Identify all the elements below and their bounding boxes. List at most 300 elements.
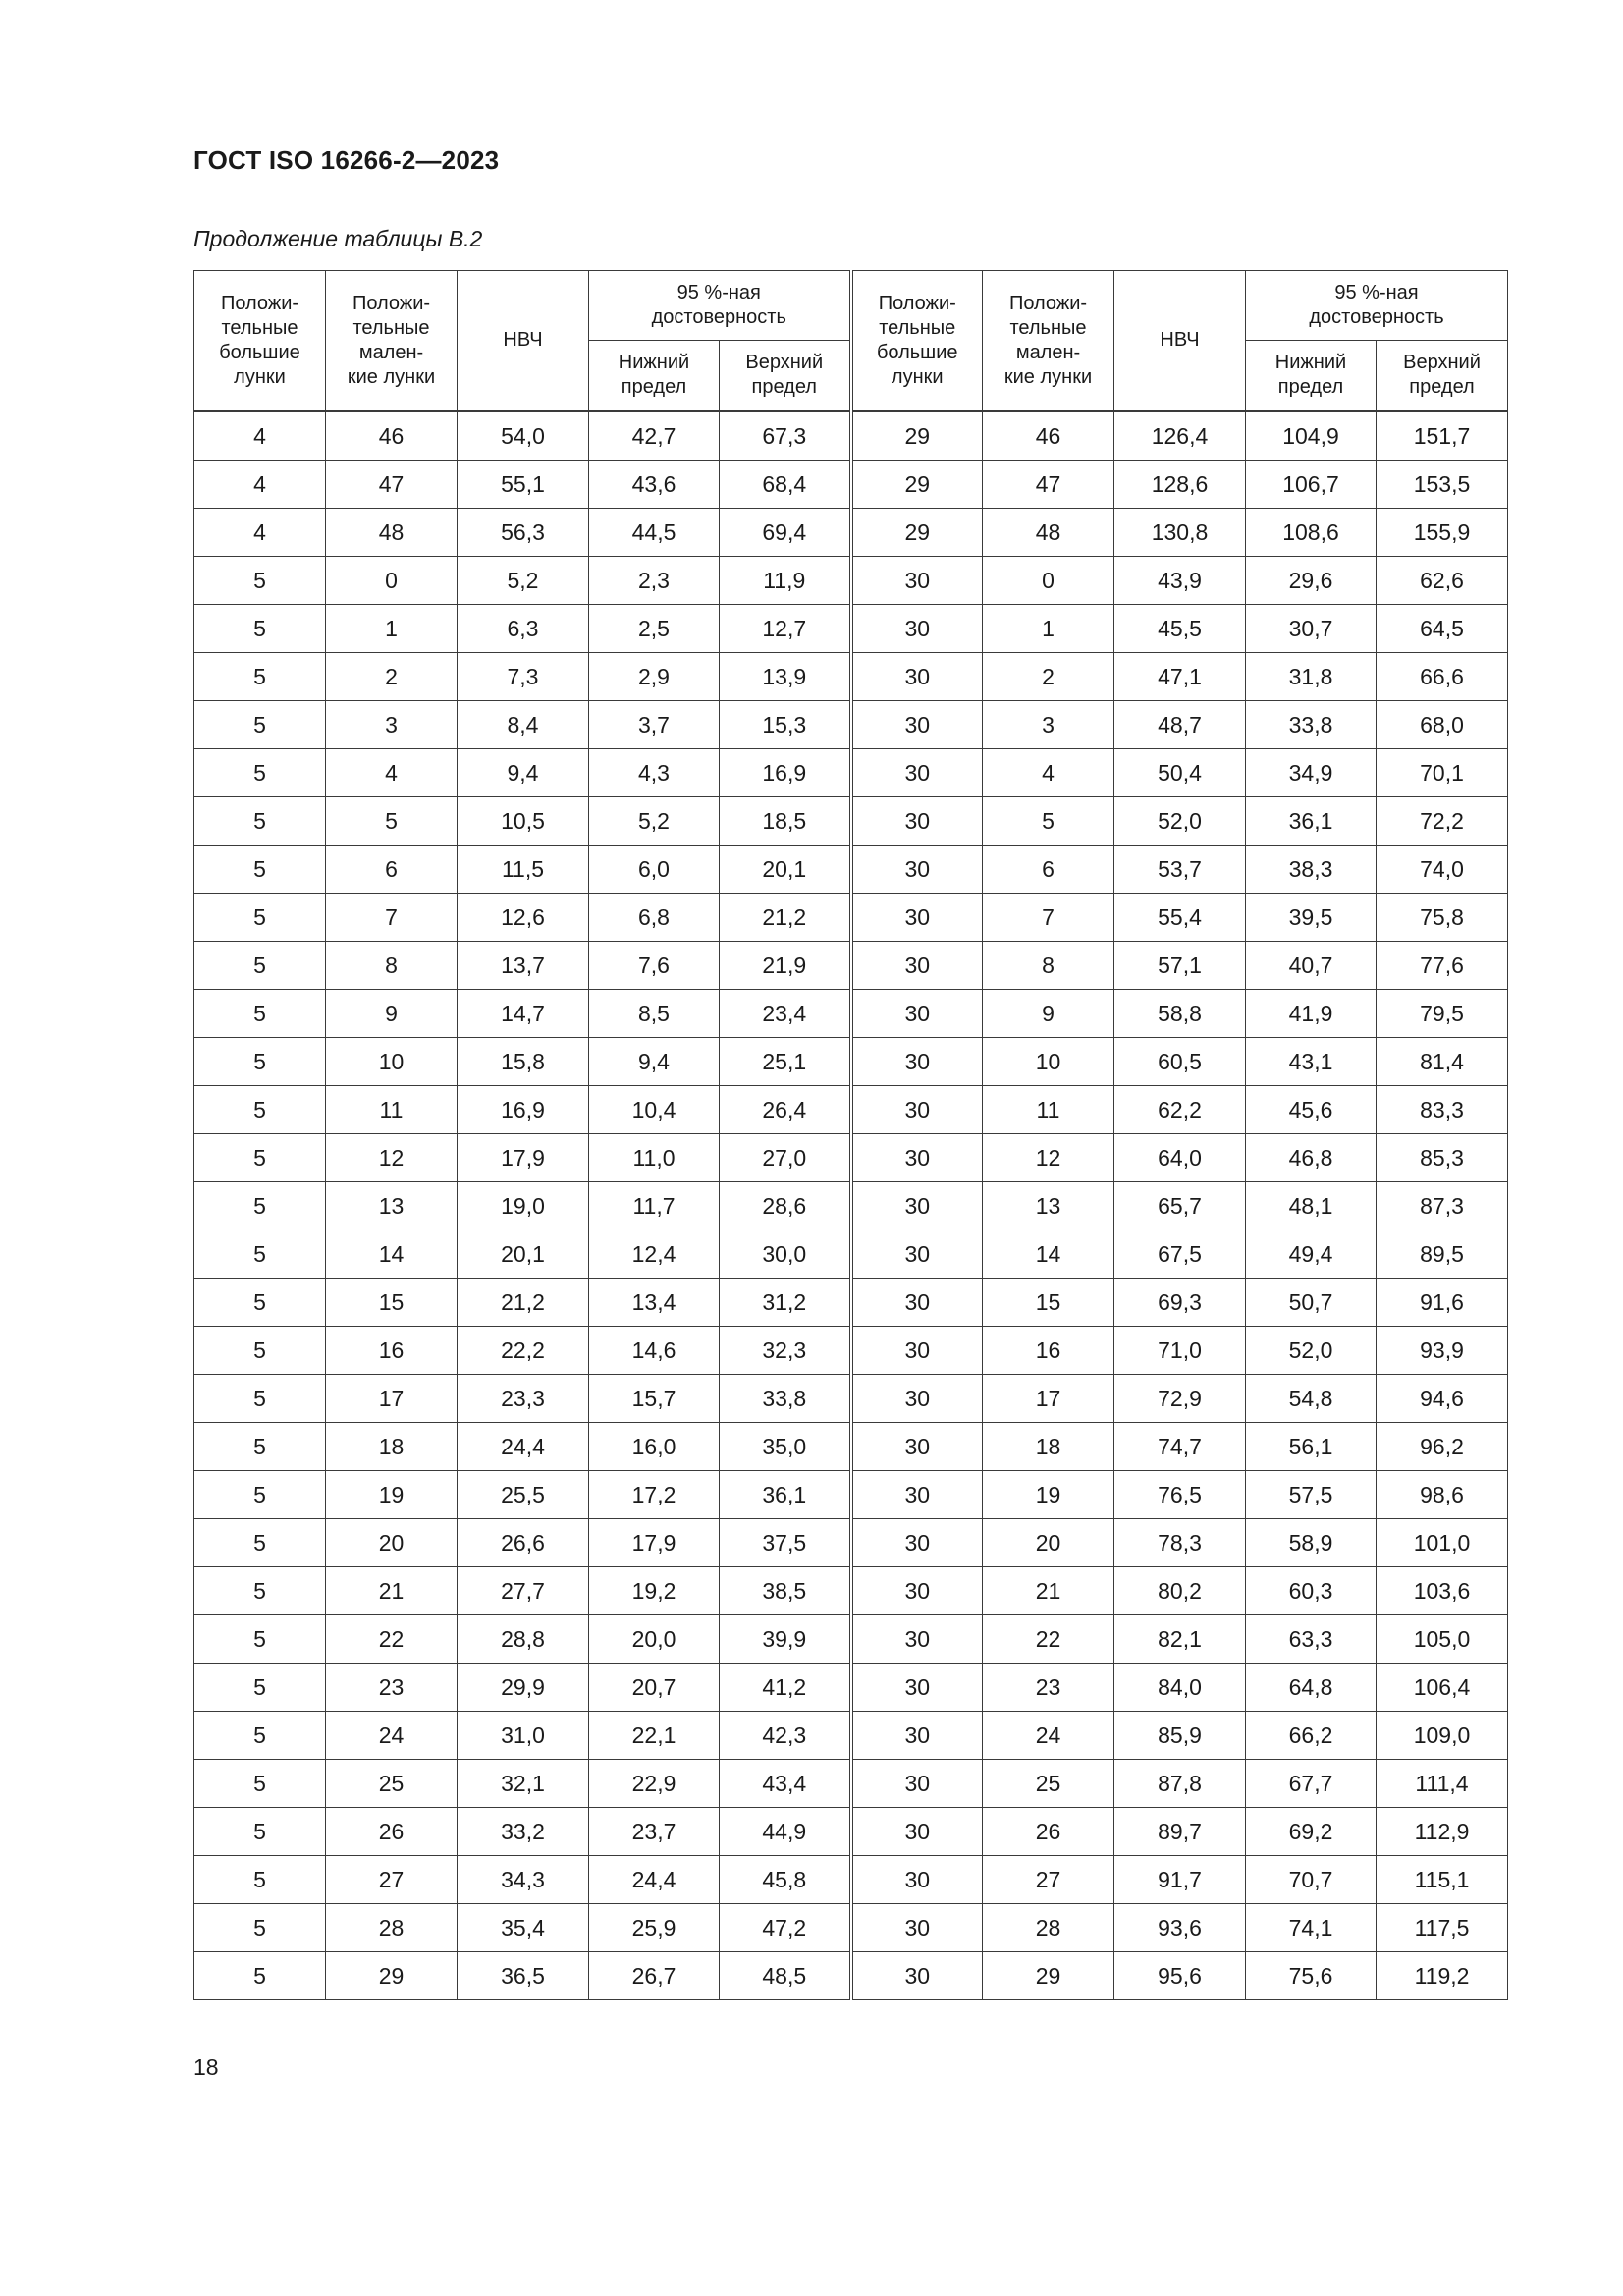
- table-cell: 155,9: [1377, 509, 1508, 557]
- table-cell: 62,6: [1377, 557, 1508, 605]
- table-cell: 7,6: [589, 942, 720, 990]
- table-row: [194, 1615, 1508, 1664]
- table-cell: 38,3: [1246, 846, 1377, 894]
- table-cell: 126,4: [1114, 411, 1246, 461]
- table-cell: 22,1: [589, 1712, 720, 1760]
- table-cell: 13,7: [458, 942, 589, 990]
- table-cell: 16: [983, 1327, 1114, 1375]
- table-cell: 11,5: [458, 846, 589, 894]
- table-cell: 32,3: [720, 1327, 851, 1375]
- table-cell: 13: [983, 1182, 1114, 1230]
- table-cell: 31,2: [720, 1279, 851, 1327]
- table-cell: 17: [326, 1375, 458, 1423]
- table-cell: 2,5: [589, 605, 720, 653]
- table-cell: 117,5: [1377, 1904, 1508, 1952]
- table-cell: 30: [851, 1760, 983, 1808]
- table-cell: 72,9: [1114, 1375, 1246, 1423]
- table-cell: 24: [983, 1712, 1114, 1760]
- table-cell: 14: [326, 1230, 458, 1279]
- table-cell: 5: [983, 797, 1114, 846]
- table-row: [194, 1567, 1508, 1615]
- table-cell: 47,1: [1114, 653, 1246, 701]
- table-row: [194, 1182, 1508, 1230]
- table-cell: 28: [326, 1904, 458, 1952]
- table-cell: 53,7: [1114, 846, 1246, 894]
- table-cell: 3: [326, 701, 458, 749]
- table-cell: 74,0: [1377, 846, 1508, 894]
- table-cell: 11,0: [589, 1134, 720, 1182]
- table-cell: 64,8: [1246, 1664, 1377, 1712]
- table-cell: 54,8: [1246, 1375, 1377, 1423]
- table-cell: 13,4: [589, 1279, 720, 1327]
- table-cell: 30: [851, 1327, 983, 1375]
- table-cell: 66,2: [1246, 1712, 1377, 1760]
- table-cell: 41,9: [1246, 990, 1377, 1038]
- table-cell: 55,1: [458, 461, 589, 509]
- table-cell: 6: [326, 846, 458, 894]
- table-cell: 52,0: [1246, 1327, 1377, 1375]
- table-cell: 43,9: [1114, 557, 1246, 605]
- table-cell: 43,1: [1246, 1038, 1377, 1086]
- table-cell: 115,1: [1377, 1856, 1508, 1904]
- table-cell: 5: [194, 1664, 326, 1712]
- table-cell: 2: [326, 653, 458, 701]
- table-cell: 67,7: [1246, 1760, 1377, 1808]
- table-cell: 69,2: [1246, 1808, 1377, 1856]
- table-cell: 30: [851, 1664, 983, 1712]
- table-cell: 69,4: [720, 509, 851, 557]
- table-row: [194, 1760, 1508, 1808]
- table-row: [194, 701, 1508, 749]
- table-cell: 14: [983, 1230, 1114, 1279]
- table-cell: 16,9: [458, 1086, 589, 1134]
- table-cell: 56,1: [1246, 1423, 1377, 1471]
- table-cell: 5: [326, 797, 458, 846]
- table-cell: 45,6: [1246, 1086, 1377, 1134]
- table-cell: 23,4: [720, 990, 851, 1038]
- table-cell: 7: [326, 894, 458, 942]
- table-cell: 28,8: [458, 1615, 589, 1664]
- table-cell: 1: [326, 605, 458, 653]
- table-cell: 12,6: [458, 894, 589, 942]
- table-cell: 5: [194, 1567, 326, 1615]
- table-cell: 65,7: [1114, 1182, 1246, 1230]
- table-cell: 24,4: [458, 1423, 589, 1471]
- table-cell: 22,9: [589, 1760, 720, 1808]
- table-row: [194, 1038, 1508, 1086]
- table-cell: 30: [851, 846, 983, 894]
- table-cell: 5: [194, 557, 326, 605]
- table-cell: 27: [326, 1856, 458, 1904]
- table-cell: 15: [983, 1279, 1114, 1327]
- table-cell: 43,4: [720, 1760, 851, 1808]
- table-cell: 20,0: [589, 1615, 720, 1664]
- table-cell: 153,5: [1377, 461, 1508, 509]
- table-cell: 50,4: [1114, 749, 1246, 797]
- header-upper-limit: Верхний предел: [1377, 341, 1508, 411]
- table-cell: 37,5: [720, 1519, 851, 1567]
- table-cell: 68,0: [1377, 701, 1508, 749]
- table-cell: 30: [851, 990, 983, 1038]
- table-cell: 5: [194, 1279, 326, 1327]
- table-cell: 21: [983, 1567, 1114, 1615]
- table-cell: 5: [194, 1952, 326, 2000]
- table-cell: 30,0: [720, 1230, 851, 1279]
- header-lower-limit: Нижний предел: [1246, 341, 1377, 411]
- table-cell: 28,6: [720, 1182, 851, 1230]
- table-cell: 67,3: [720, 411, 851, 461]
- table-cell: 104,9: [1246, 411, 1377, 461]
- table-cell: 151,7: [1377, 411, 1508, 461]
- table-cell: 33,8: [720, 1375, 851, 1423]
- table-cell: 5: [194, 1904, 326, 1952]
- table-cell: 36,1: [720, 1471, 851, 1519]
- table-cell: 93,6: [1114, 1904, 1246, 1952]
- table-cell: 7: [983, 894, 1114, 942]
- table-cell: 5: [194, 1519, 326, 1567]
- table-cell: 11: [326, 1086, 458, 1134]
- table-cell: 57,1: [1114, 942, 1246, 990]
- table-row: [194, 797, 1508, 846]
- table-cell: 14,6: [589, 1327, 720, 1375]
- table-cell: 4: [194, 509, 326, 557]
- table-cell: 72,2: [1377, 797, 1508, 846]
- table-cell: 4: [326, 749, 458, 797]
- table-cell: 9: [983, 990, 1114, 1038]
- table-cell: 12: [326, 1134, 458, 1182]
- table-cell: 32,1: [458, 1760, 589, 1808]
- table-cell: 14,7: [458, 990, 589, 1038]
- table-cell: 130,8: [1114, 509, 1246, 557]
- table-cell: 64,5: [1377, 605, 1508, 653]
- table-cell: 47: [326, 461, 458, 509]
- table-cell: 91,6: [1377, 1279, 1508, 1327]
- table-cell: 12,7: [720, 605, 851, 653]
- table-cell: 69,3: [1114, 1279, 1246, 1327]
- table-cell: 5: [194, 1375, 326, 1423]
- header-confidence: 95 %-ная достоверность: [589, 271, 851, 341]
- table-row: [194, 1952, 1508, 2000]
- table-cell: 11,7: [589, 1182, 720, 1230]
- table-cell: 75,8: [1377, 894, 1508, 942]
- table-cell: 106,4: [1377, 1664, 1508, 1712]
- table-cell: 91,7: [1114, 1856, 1246, 1904]
- table-cell: 9,4: [589, 1038, 720, 1086]
- table-cell: 36,5: [458, 1952, 589, 2000]
- table-cell: 10,5: [458, 797, 589, 846]
- table-cell: 74,1: [1246, 1904, 1377, 1952]
- table-cell: 46: [326, 411, 458, 461]
- table-cell: 17,9: [458, 1134, 589, 1182]
- table-cell: 55,4: [1114, 894, 1246, 942]
- table-cell: 26,6: [458, 1519, 589, 1567]
- table-cell: 8,5: [589, 990, 720, 1038]
- table-row: [194, 605, 1508, 653]
- table-cell: 5: [194, 1856, 326, 1904]
- table-cell: 26,4: [720, 1086, 851, 1134]
- table-cell: 93,9: [1377, 1327, 1508, 1375]
- table-cell: 77,6: [1377, 942, 1508, 990]
- table-cell: 30: [851, 1808, 983, 1856]
- table-cell: 23: [326, 1664, 458, 1712]
- table-cell: 30: [851, 1471, 983, 1519]
- table-row: [194, 1423, 1508, 1471]
- table-cell: 0: [983, 557, 1114, 605]
- table-cell: 30: [851, 749, 983, 797]
- table-cell: 30: [851, 1712, 983, 1760]
- table-cell: 12: [983, 1134, 1114, 1182]
- table-cell: 26: [326, 1808, 458, 1856]
- table-cell: 111,4: [1377, 1760, 1508, 1808]
- table-cell: 24: [326, 1712, 458, 1760]
- table-cell: 18: [326, 1423, 458, 1471]
- table-cell: 3: [983, 701, 1114, 749]
- table-cell: 21,9: [720, 942, 851, 990]
- table-cell: 36,1: [1246, 797, 1377, 846]
- table-cell: 5: [194, 1134, 326, 1182]
- table-cell: 43,6: [589, 461, 720, 509]
- table-cell: 39,9: [720, 1615, 851, 1664]
- table-row: [194, 1712, 1508, 1760]
- table-row: [194, 1904, 1508, 1952]
- table-cell: 29: [851, 461, 983, 509]
- table-cell: 5,2: [589, 797, 720, 846]
- table-cell: 30: [851, 1182, 983, 1230]
- table-cell: 24,4: [589, 1856, 720, 1904]
- table-cell: 15,8: [458, 1038, 589, 1086]
- table-cell: 26,7: [589, 1952, 720, 2000]
- table-row: [194, 846, 1508, 894]
- table-cell: 109,0: [1377, 1712, 1508, 1760]
- table-cell: 63,3: [1246, 1615, 1377, 1664]
- table-cell: 17,2: [589, 1471, 720, 1519]
- table-cell: 30: [851, 1423, 983, 1471]
- table-cell: 15,7: [589, 1375, 720, 1423]
- table-cell: 10: [326, 1038, 458, 1086]
- table-cell: 5: [194, 1327, 326, 1375]
- table-cell: 21,2: [720, 894, 851, 942]
- table-cell: 33,2: [458, 1808, 589, 1856]
- table-cell: 20,7: [589, 1664, 720, 1712]
- table-row: [194, 942, 1508, 990]
- table-cell: 60,3: [1246, 1567, 1377, 1615]
- table-cell: 39,5: [1246, 894, 1377, 942]
- table-cell: 5: [194, 1615, 326, 1664]
- table-cell: 41,2: [720, 1664, 851, 1712]
- table-cell: 30: [851, 1904, 983, 1952]
- table-cell: 25: [326, 1760, 458, 1808]
- table-cell: 4: [194, 461, 326, 509]
- table-cell: 50,7: [1246, 1279, 1377, 1327]
- table-cell: 27,0: [720, 1134, 851, 1182]
- table-cell: 5: [194, 701, 326, 749]
- table-cell: 5: [194, 1760, 326, 1808]
- table-row: [194, 1086, 1508, 1134]
- mpn-table: [193, 270, 1508, 2000]
- table-cell: 16,0: [589, 1423, 720, 1471]
- table-cell: 20: [983, 1519, 1114, 1567]
- table-cell: 19: [983, 1471, 1114, 1519]
- table-row: [194, 1279, 1508, 1327]
- table-row: [194, 1327, 1508, 1375]
- table-cell: 4: [983, 749, 1114, 797]
- table-row: [194, 1375, 1508, 1423]
- table-cell: 83,3: [1377, 1086, 1508, 1134]
- table-cell: 30: [851, 1038, 983, 1086]
- table-cell: 81,4: [1377, 1038, 1508, 1086]
- table-cell: 20: [326, 1519, 458, 1567]
- table-cell: 31,8: [1246, 653, 1377, 701]
- table-cell: 5: [194, 990, 326, 1038]
- table-row: [194, 1664, 1508, 1712]
- table-cell: 44,9: [720, 1808, 851, 1856]
- table-cell: 5: [194, 797, 326, 846]
- table-cell: 49,4: [1246, 1230, 1377, 1279]
- table-cell: 74,7: [1114, 1423, 1246, 1471]
- table-cell: 30: [851, 1952, 983, 2000]
- table-cell: 33,8: [1246, 701, 1377, 749]
- table-cell: 31,0: [458, 1712, 589, 1760]
- table-row: [194, 411, 1508, 461]
- table-cell: 18,5: [720, 797, 851, 846]
- table-cell: 2,9: [589, 653, 720, 701]
- table-cell: 5: [194, 1086, 326, 1134]
- table-cell: 45,5: [1114, 605, 1246, 653]
- table-cell: 21: [326, 1567, 458, 1615]
- table-cell: 95,6: [1114, 1952, 1246, 2000]
- table-cell: 30: [851, 701, 983, 749]
- table-cell: 22,2: [458, 1327, 589, 1375]
- table-cell: 38,5: [720, 1567, 851, 1615]
- table-cell: 22: [983, 1615, 1114, 1664]
- table-cell: 13,9: [720, 653, 851, 701]
- table-cell: 62,2: [1114, 1086, 1246, 1134]
- table-cell: 84,0: [1114, 1664, 1246, 1712]
- table-cell: 58,8: [1114, 990, 1246, 1038]
- table-cell: 19: [326, 1471, 458, 1519]
- table-cell: 2: [983, 653, 1114, 701]
- table-row: [194, 894, 1508, 942]
- table-cell: 56,3: [458, 509, 589, 557]
- table-row: [194, 1519, 1508, 1567]
- table-cell: 57,5: [1246, 1471, 1377, 1519]
- table-cell: 48: [326, 509, 458, 557]
- table-cell: 5: [194, 1182, 326, 1230]
- table-row: [194, 1471, 1508, 1519]
- table-row: [194, 461, 1508, 509]
- table-cell: 9,4: [458, 749, 589, 797]
- table-cell: 16,9: [720, 749, 851, 797]
- header-lower-limit: Нижний предел: [589, 341, 720, 411]
- table-cell: 19,2: [589, 1567, 720, 1615]
- table-cell: 28: [983, 1904, 1114, 1952]
- table-cell: 101,0: [1377, 1519, 1508, 1567]
- table-row: [194, 557, 1508, 605]
- table-cell: 35,0: [720, 1423, 851, 1471]
- table-cell: 2,3: [589, 557, 720, 605]
- table-cell: 5: [194, 942, 326, 990]
- table-caption: Продолжение таблицы В.2: [193, 226, 483, 251]
- table-cell: 42,3: [720, 1712, 851, 1760]
- table-row: [194, 990, 1508, 1038]
- table-cell: 54,0: [458, 411, 589, 461]
- table-cell: 5: [194, 1423, 326, 1471]
- table-cell: 78,3: [1114, 1519, 1246, 1567]
- table-cell: 29: [851, 411, 983, 461]
- table-cell: 15,3: [720, 701, 851, 749]
- page-number: 18: [193, 2054, 219, 2080]
- table-cell: 29,9: [458, 1664, 589, 1712]
- table-cell: 7,3: [458, 653, 589, 701]
- table-cell: 80,2: [1114, 1567, 1246, 1615]
- table-row: [194, 1808, 1508, 1856]
- table-cell: 48,1: [1246, 1182, 1377, 1230]
- table-cell: 5: [194, 605, 326, 653]
- table-cell: 25,1: [720, 1038, 851, 1086]
- header-positive-large: Положи- тельные большие лунки: [851, 271, 983, 411]
- table-cell: 112,9: [1377, 1808, 1508, 1856]
- header-upper-limit: Верхний предел: [720, 341, 851, 411]
- table-cell: 6,3: [458, 605, 589, 653]
- table-cell: 52,0: [1114, 797, 1246, 846]
- table-cell: 16: [326, 1327, 458, 1375]
- table-cell: 20,1: [458, 1230, 589, 1279]
- table-cell: 76,5: [1114, 1471, 1246, 1519]
- table-cell: 5: [194, 894, 326, 942]
- table-body: [194, 411, 1508, 2000]
- header-positive-large: Положи- тельные большие лунки: [194, 271, 326, 411]
- table-cell: 4,3: [589, 749, 720, 797]
- table-cell: 87,8: [1114, 1760, 1246, 1808]
- table-cell: 34,9: [1246, 749, 1377, 797]
- table-cell: 82,1: [1114, 1615, 1246, 1664]
- table-cell: 5: [194, 1230, 326, 1279]
- table-row: [194, 1134, 1508, 1182]
- table-cell: 9: [326, 990, 458, 1038]
- table-row: [194, 509, 1508, 557]
- table-cell: 27: [983, 1856, 1114, 1904]
- table-cell: 58,9: [1246, 1519, 1377, 1567]
- table-cell: 48,5: [720, 1952, 851, 2000]
- table-cell: 30: [851, 1086, 983, 1134]
- table-cell: 103,6: [1377, 1567, 1508, 1615]
- table-cell: 12,4: [589, 1230, 720, 1279]
- table-cell: 23,3: [458, 1375, 589, 1423]
- table-cell: 70,1: [1377, 749, 1508, 797]
- table-cell: 45,8: [720, 1856, 851, 1904]
- table-cell: 30: [851, 1230, 983, 1279]
- table-cell: 19,0: [458, 1182, 589, 1230]
- table-cell: 1: [983, 605, 1114, 653]
- table-cell: 30: [851, 1567, 983, 1615]
- table-cell: 23: [983, 1664, 1114, 1712]
- table-cell: 79,5: [1377, 990, 1508, 1038]
- table-cell: 46: [983, 411, 1114, 461]
- table-cell: 30: [851, 1856, 983, 1904]
- table-cell: 5: [194, 749, 326, 797]
- table-cell: 42,7: [589, 411, 720, 461]
- table-cell: 8,4: [458, 701, 589, 749]
- table-cell: 18: [983, 1423, 1114, 1471]
- table-cell: 94,6: [1377, 1375, 1508, 1423]
- table-cell: 30: [851, 942, 983, 990]
- table-cell: 30: [851, 797, 983, 846]
- table-cell: 128,6: [1114, 461, 1246, 509]
- table-cell: 34,3: [458, 1856, 589, 1904]
- table-cell: 48,7: [1114, 701, 1246, 749]
- table-cell: 71,0: [1114, 1327, 1246, 1375]
- table-cell: 105,0: [1377, 1615, 1508, 1664]
